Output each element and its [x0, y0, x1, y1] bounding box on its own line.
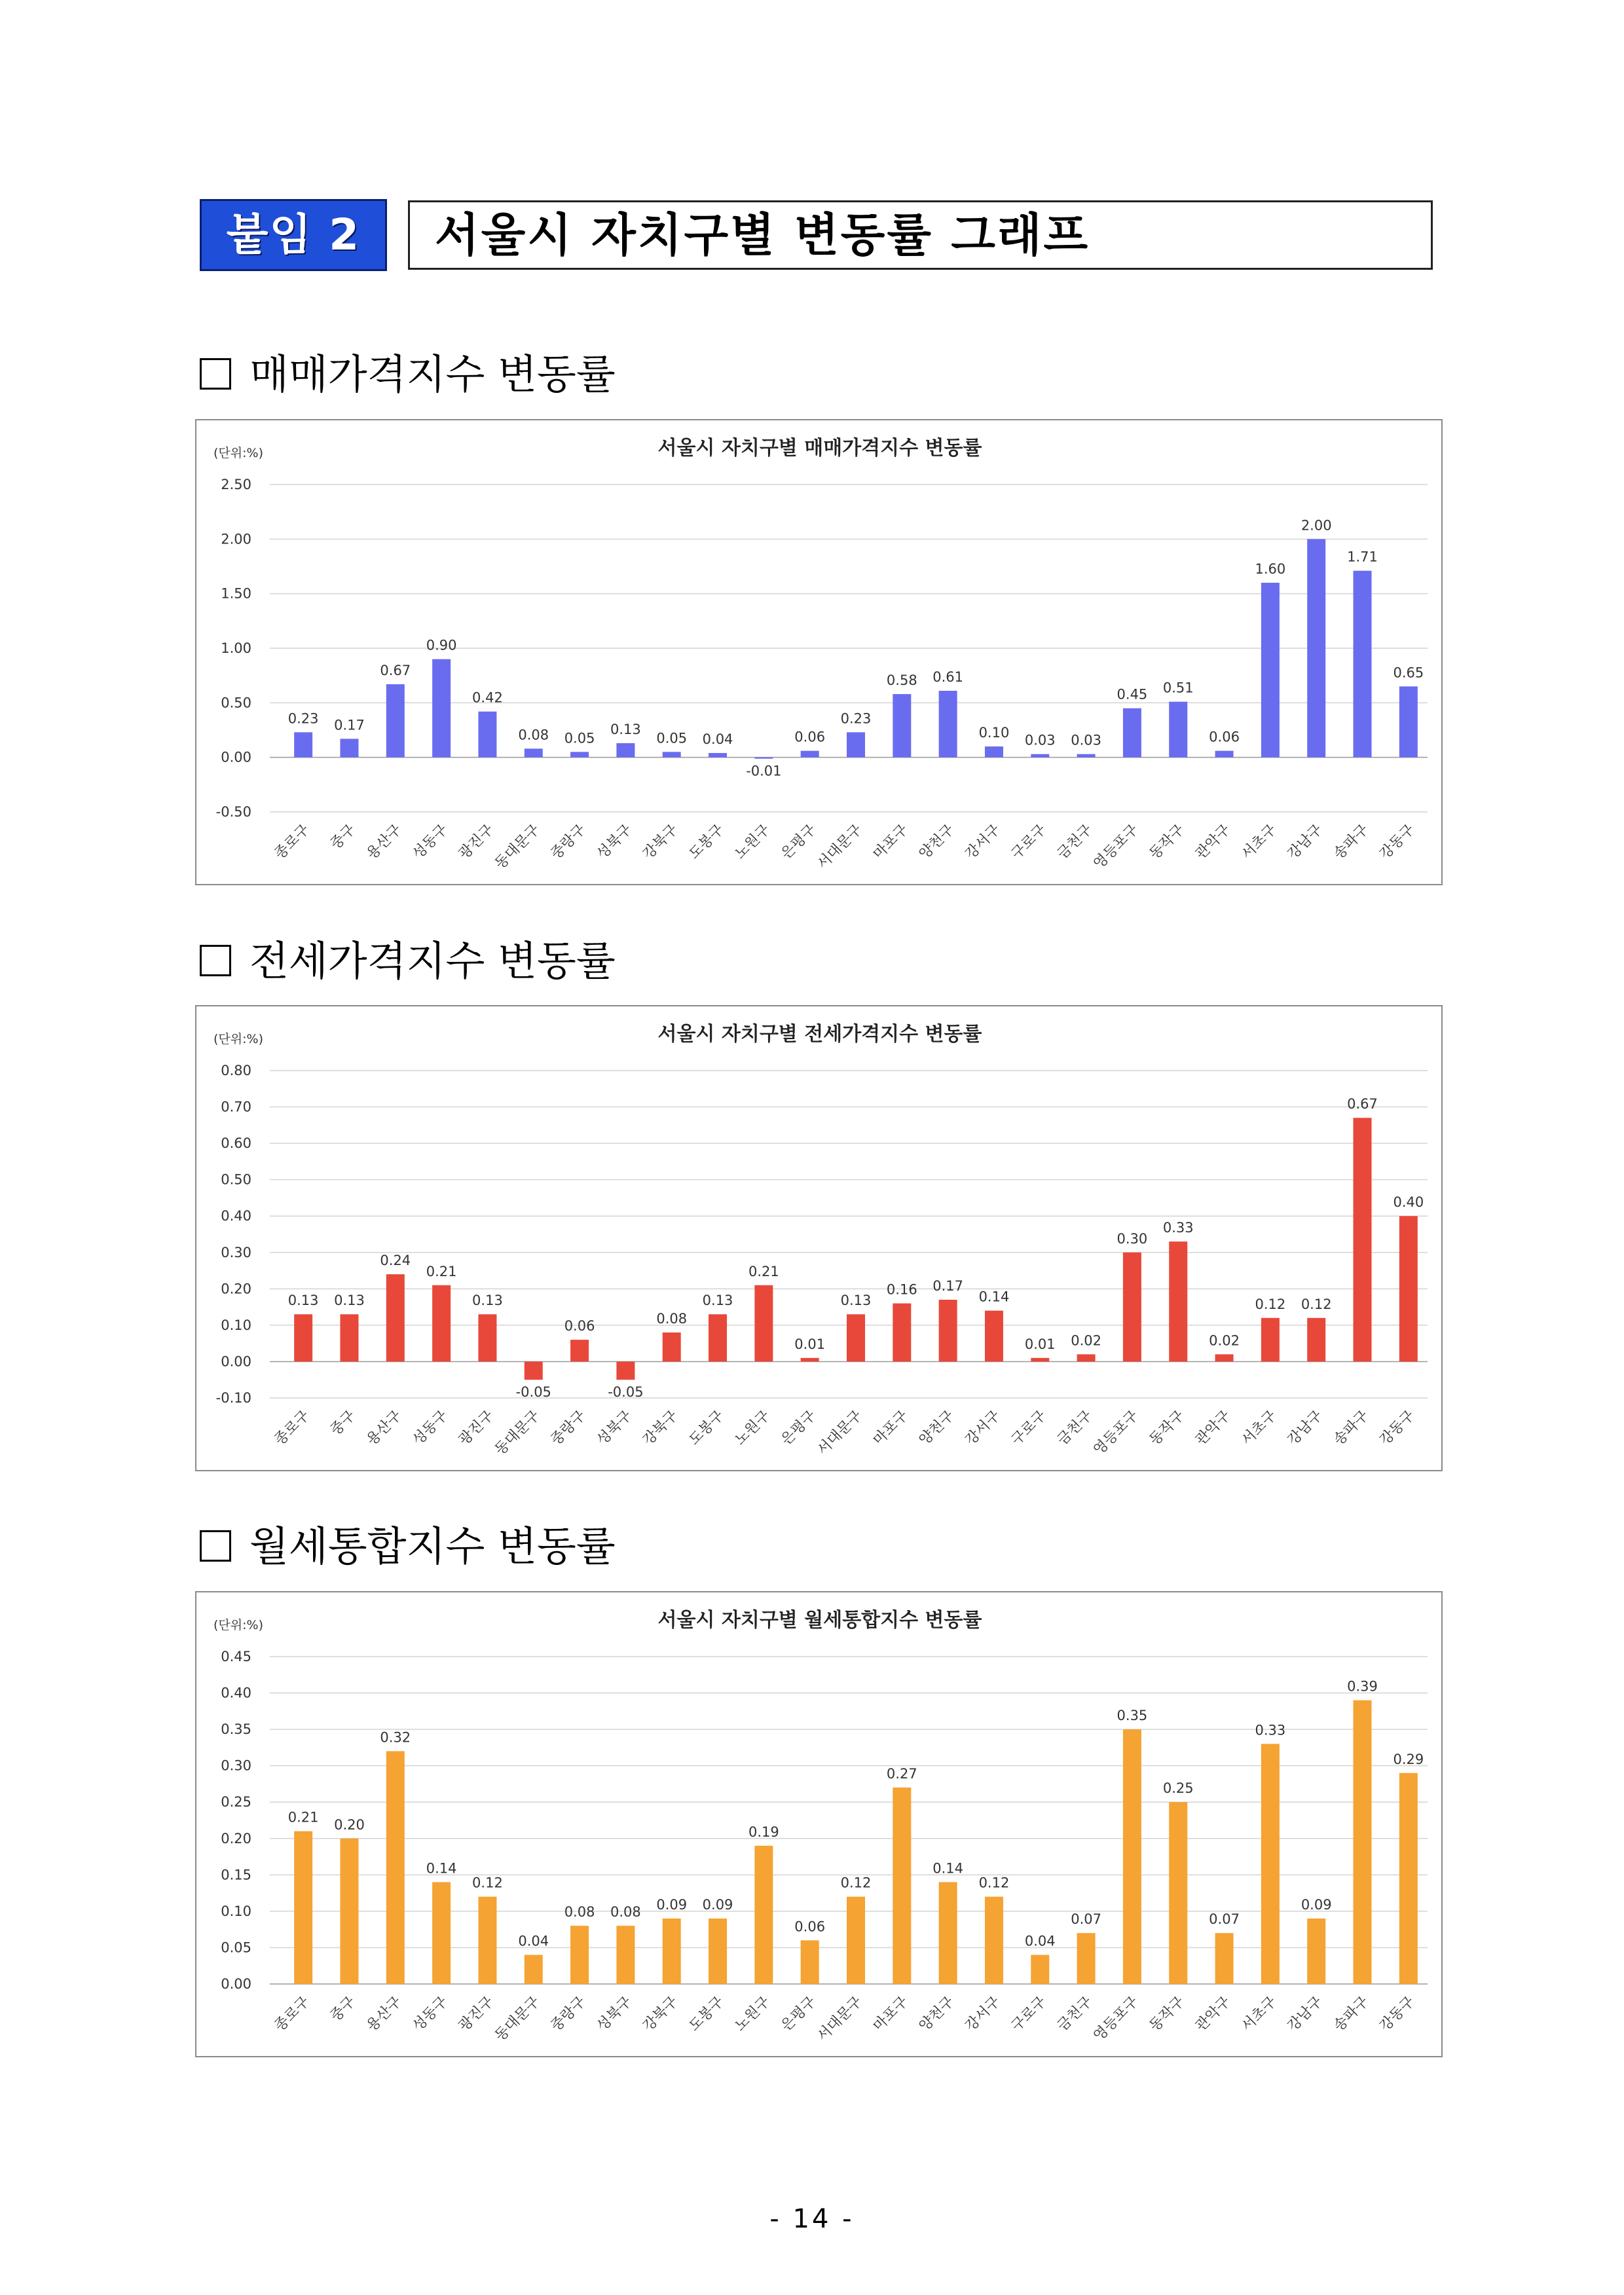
x-tick-label: 양천구	[916, 1993, 957, 2035]
bar	[432, 659, 451, 758]
data-label: 0.23	[840, 710, 872, 727]
section-heading-text: 매매가격지수 변동률	[249, 350, 616, 398]
x-tick-label: 영등포구	[1090, 821, 1142, 873]
data-label: 2.00	[1301, 517, 1332, 534]
y-tick-label: 2.50	[221, 477, 251, 492]
bar	[847, 1897, 865, 1984]
bar	[1123, 708, 1141, 758]
x-tick-label: 강서구	[962, 1407, 1004, 1449]
data-label: -0.05	[608, 1384, 644, 1401]
x-tick-label: 중랑구	[547, 821, 589, 863]
data-label: 0.67	[1347, 1096, 1378, 1112]
x-tick-label: 금천구	[1054, 1407, 1096, 1449]
bar	[847, 1314, 865, 1361]
data-label: 0.14	[932, 1860, 964, 1877]
data-label: 0.08	[610, 1904, 641, 1920]
chart-sale	[196, 420, 1444, 887]
data-label: 0.12	[978, 1875, 1010, 1891]
y-tick-label: -0.10	[215, 1390, 251, 1406]
data-label: 0.14	[978, 1289, 1010, 1305]
bar	[340, 739, 358, 757]
data-label: 0.20	[334, 1816, 365, 1833]
y-tick-label: 0.25	[221, 1794, 251, 1810]
bar	[1261, 1744, 1280, 1984]
bar	[663, 1919, 681, 1984]
chart-unit-label: (단위:%)	[213, 1032, 263, 1046]
x-tick-label: 중랑구	[547, 1993, 589, 2035]
x-tick-label: 도봉구	[686, 821, 728, 863]
bar	[525, 1361, 543, 1380]
x-tick-label: 중구	[327, 821, 359, 853]
x-tick-label: 강서구	[962, 821, 1004, 863]
bar	[570, 752, 589, 757]
chart-monthly	[196, 1592, 1444, 2059]
data-label: 0.12	[472, 1875, 503, 1891]
bar	[801, 1358, 819, 1362]
data-label: 0.40	[1393, 1194, 1424, 1211]
bar	[1031, 1955, 1049, 1984]
bar	[893, 1304, 911, 1362]
x-tick-label: 서대문구	[814, 1407, 866, 1459]
bar	[294, 732, 312, 757]
bar	[616, 743, 635, 758]
x-tick-label: 구로구	[1008, 821, 1050, 863]
x-tick-label: 강북구	[640, 1993, 681, 2035]
section-heading-jeonse	[200, 935, 616, 987]
x-tick-label: 은평구	[778, 1407, 819, 1449]
data-label: 0.08	[518, 727, 549, 743]
data-label: -0.05	[515, 1384, 551, 1401]
y-tick-label: 0.70	[221, 1099, 251, 1115]
data-label: 0.17	[932, 1278, 964, 1294]
bar	[1169, 1802, 1187, 1984]
x-tick-label: 성북구	[593, 1407, 635, 1449]
data-label: 0.23	[287, 710, 319, 727]
bar	[294, 1314, 312, 1361]
y-tick-label: 0.00	[221, 1976, 251, 1992]
bar	[1215, 1933, 1234, 1984]
data-label: 0.13	[472, 1293, 503, 1309]
y-tick-label: 0.30	[221, 1244, 251, 1260]
bar	[1399, 1773, 1418, 1984]
data-label: 0.09	[702, 1897, 733, 1913]
bar	[1215, 1354, 1234, 1361]
chart-monthly-frame	[195, 1591, 1443, 2057]
data-label: 0.08	[656, 1311, 688, 1327]
data-label: 0.04	[518, 1933, 549, 1949]
data-label: 0.29	[1393, 1751, 1424, 1767]
y-tick-label: 0.10	[221, 1317, 251, 1333]
section-heading-text: 월세통합지수 변동률	[249, 1522, 616, 1570]
x-tick-label: 관악구	[1192, 1407, 1234, 1449]
x-tick-label: 강서구	[962, 1993, 1004, 2035]
data-label: 0.06	[794, 1919, 826, 1935]
y-tick-label: 0.30	[221, 1757, 251, 1774]
x-tick-label: 영등포구	[1090, 1407, 1142, 1459]
bar	[386, 1274, 405, 1361]
bar	[1077, 754, 1096, 758]
y-tick-label: 0.20	[221, 1281, 251, 1297]
y-tick-label: -0.50	[215, 804, 251, 820]
bar	[985, 746, 1003, 758]
x-tick-label: 노원구	[731, 1993, 773, 2035]
x-tick-label: 중구	[327, 1993, 359, 2025]
y-tick-label: 1.50	[221, 585, 251, 602]
x-tick-label: 강북구	[640, 821, 681, 863]
x-tick-label: 중구	[327, 1407, 359, 1439]
data-label: 0.21	[287, 1809, 319, 1826]
data-label: 0.13	[702, 1293, 733, 1309]
data-label: 0.51	[1162, 680, 1194, 696]
data-label: 0.21	[426, 1263, 457, 1279]
data-label: 0.02	[1209, 1332, 1240, 1349]
x-tick-label: 송파구	[1330, 1993, 1372, 2035]
data-label: 0.06	[564, 1318, 595, 1334]
bar	[478, 1314, 496, 1361]
data-label: 0.01	[794, 1336, 826, 1352]
attachment-badge: 붙임 2	[200, 199, 387, 271]
bar	[939, 1882, 957, 1984]
data-label: 0.04	[1024, 1933, 1056, 1949]
bar	[801, 751, 819, 758]
bar	[1307, 539, 1325, 757]
data-label: 0.42	[472, 689, 503, 706]
data-label: 0.45	[1116, 686, 1148, 703]
data-label: 0.12	[1255, 1296, 1286, 1312]
y-tick-label: 0.15	[221, 1867, 251, 1883]
x-tick-label: 송파구	[1330, 821, 1372, 863]
y-tick-label: 0.40	[221, 1685, 251, 1701]
x-tick-label: 강남구	[1284, 1407, 1326, 1449]
x-tick-label: 동작구	[1146, 821, 1188, 863]
data-label: 0.04	[702, 731, 733, 747]
bar	[1307, 1318, 1325, 1362]
bar	[1354, 1118, 1372, 1361]
bar	[525, 748, 543, 757]
checkbox-square-icon	[200, 945, 231, 976]
data-label: 0.24	[380, 1253, 411, 1269]
section-heading-monthly	[200, 1520, 616, 1573]
x-tick-label: 성동구	[409, 1993, 451, 2035]
data-label: 0.67	[380, 663, 411, 678]
bar	[525, 1955, 543, 1984]
x-tick-label: 서대문구	[814, 821, 866, 873]
data-label: 0.13	[610, 722, 641, 737]
bar	[1399, 686, 1418, 757]
bar	[709, 753, 727, 758]
x-tick-label: 노원구	[731, 1407, 773, 1449]
x-tick-label: 강북구	[640, 1407, 681, 1449]
y-tick-label: 0.20	[221, 1830, 251, 1846]
bar	[1169, 1241, 1187, 1361]
bar	[1077, 1933, 1096, 1984]
chart-sale-frame	[195, 419, 1443, 885]
bar	[616, 1361, 635, 1380]
y-tick-label: 0.80	[221, 1063, 251, 1078]
x-tick-label: 송파구	[1330, 1407, 1372, 1449]
page-number: - 14 -	[769, 2204, 855, 2234]
data-label: 0.07	[1209, 1911, 1240, 1928]
data-label: 0.90	[426, 637, 457, 653]
data-label: 0.30	[1116, 1230, 1148, 1247]
x-tick-label: 용산구	[363, 821, 405, 863]
y-tick-label: 0.10	[221, 1903, 251, 1919]
x-tick-label: 양천구	[916, 821, 957, 863]
data-label: 0.09	[1301, 1897, 1332, 1913]
bar	[1031, 754, 1049, 758]
bar	[985, 1897, 1003, 1984]
bar	[1215, 751, 1234, 758]
y-tick-label: 0.00	[221, 749, 251, 765]
page-header	[200, 199, 1433, 271]
x-tick-label: 도봉구	[686, 1993, 728, 2035]
data-label: 0.58	[886, 672, 917, 688]
x-tick-label: 서초구	[1238, 821, 1280, 863]
x-tick-label: 성북구	[593, 1993, 635, 2035]
x-tick-label: 은평구	[778, 821, 819, 863]
bar	[1354, 1700, 1372, 1984]
bar	[386, 1751, 405, 1984]
x-tick-label: 관악구	[1192, 1993, 1234, 2035]
y-tick-label: 0.35	[221, 1721, 251, 1738]
x-tick-label: 강동구	[1376, 821, 1418, 863]
x-tick-label: 광진구	[455, 1407, 497, 1449]
bar	[754, 1285, 773, 1362]
chart-unit-label: (단위:%)	[213, 1618, 263, 1632]
data-label: 0.03	[1024, 732, 1056, 748]
bar	[340, 1314, 358, 1361]
bar	[1123, 1729, 1141, 1984]
bar	[570, 1926, 589, 1984]
x-tick-label: 강남구	[1284, 1993, 1326, 2035]
chart-jeonse	[196, 1006, 1444, 1473]
data-label: 0.33	[1162, 1220, 1194, 1236]
bar	[801, 1940, 819, 1984]
y-tick-label: 0.05	[221, 1939, 251, 1956]
y-tick-label: 0.50	[221, 1171, 251, 1188]
x-tick-label: 동작구	[1146, 1407, 1188, 1449]
bar	[754, 1846, 773, 1984]
y-tick-label: 1.00	[221, 640, 251, 656]
data-label: 0.13	[334, 1293, 365, 1309]
data-label: 0.01	[1024, 1336, 1056, 1352]
bar	[847, 732, 865, 757]
data-label: 0.32	[380, 1729, 411, 1746]
chart-jeonse-frame	[195, 1005, 1443, 1471]
y-tick-label: 0.00	[221, 1353, 251, 1370]
chart-unit-label: (단위:%)	[213, 446, 263, 460]
bar	[1123, 1253, 1141, 1362]
bar	[939, 691, 957, 758]
bar	[570, 1340, 589, 1361]
bar	[478, 712, 496, 758]
x-tick-label: 노원구	[731, 821, 773, 863]
x-tick-label: 종로구	[271, 1407, 313, 1449]
data-label: 0.09	[656, 1897, 688, 1913]
data-label: 0.08	[564, 1904, 595, 1920]
data-label: 0.61	[932, 669, 964, 685]
bar	[985, 1311, 1003, 1362]
x-tick-label: 성동구	[409, 1407, 451, 1449]
x-tick-label: 금천구	[1054, 821, 1096, 863]
section-heading-sale	[200, 348, 616, 401]
x-tick-label: 도봉구	[686, 1407, 728, 1449]
data-label: 0.06	[1209, 729, 1240, 745]
data-label: 0.05	[656, 730, 688, 746]
x-tick-label: 강동구	[1376, 1993, 1418, 2035]
bar	[432, 1285, 451, 1362]
x-tick-label: 중랑구	[547, 1407, 589, 1449]
chart-title: 서울시 자치구별 매매가격지수 변동률	[657, 437, 982, 460]
x-tick-label: 서초구	[1238, 1407, 1280, 1449]
bar	[1077, 1354, 1096, 1361]
data-label: 0.16	[886, 1281, 917, 1298]
bar	[939, 1300, 957, 1361]
x-tick-label: 은평구	[778, 1993, 819, 2035]
data-label: -0.01	[746, 763, 782, 779]
data-label: 0.05	[564, 730, 595, 746]
x-tick-label: 서대문구	[814, 1993, 866, 2045]
bar	[616, 1926, 635, 1984]
section-heading-text: 전세가격지수 변동률	[249, 937, 616, 985]
bar	[709, 1314, 727, 1361]
bar	[294, 1831, 312, 1984]
data-label: 0.14	[426, 1860, 457, 1877]
x-tick-label: 용산구	[363, 1993, 405, 2035]
data-label: 1.71	[1347, 549, 1378, 565]
bar	[1399, 1216, 1418, 1361]
y-tick-label: 0.40	[221, 1208, 251, 1224]
data-label: 0.21	[748, 1263, 779, 1279]
x-tick-label: 성동구	[409, 821, 451, 863]
bar	[1354, 571, 1372, 758]
x-tick-label: 동작구	[1146, 1993, 1188, 2035]
x-tick-label: 강동구	[1376, 1407, 1418, 1449]
bar	[432, 1882, 451, 1984]
x-tick-label: 마포구	[870, 1407, 912, 1449]
bar	[663, 1332, 681, 1361]
x-tick-label: 마포구	[870, 1993, 912, 2035]
chart-title: 서울시 자치구별 전세가격지수 변동률	[657, 1023, 982, 1046]
x-tick-label: 서초구	[1238, 1993, 1280, 2035]
x-tick-label: 구로구	[1008, 1407, 1050, 1449]
data-label: 0.12	[1301, 1296, 1332, 1312]
data-label: 0.13	[287, 1293, 319, 1309]
data-label: 0.39	[1347, 1678, 1378, 1695]
x-tick-label: 종로구	[271, 1993, 313, 2035]
bar	[663, 752, 681, 757]
x-tick-label: 관악구	[1192, 821, 1234, 863]
x-tick-label: 강남구	[1284, 821, 1326, 863]
bar	[893, 1788, 911, 1984]
x-tick-label: 금천구	[1054, 1993, 1096, 2035]
x-tick-label: 동대문구	[492, 821, 544, 873]
x-tick-label: 광진구	[455, 1993, 497, 2035]
data-label: 0.19	[748, 1824, 779, 1840]
data-label: 0.07	[1071, 1911, 1101, 1928]
data-label: 0.03	[1071, 732, 1101, 748]
page-title: 서울시 자치구별 변동률 그래프	[408, 200, 1433, 270]
bar	[478, 1897, 496, 1984]
bar	[1307, 1919, 1325, 1984]
y-tick-label: 0.50	[221, 695, 251, 711]
bar	[340, 1839, 358, 1984]
bar	[893, 694, 911, 758]
data-label: 0.65	[1393, 665, 1424, 681]
x-tick-label: 광진구	[455, 821, 497, 863]
y-tick-label: 0.60	[221, 1135, 251, 1152]
x-tick-label: 동대문구	[492, 1993, 544, 2045]
data-label: 0.17	[334, 717, 365, 733]
y-tick-label: 2.00	[221, 531, 251, 547]
x-tick-label: 동대문구	[492, 1407, 544, 1459]
data-label: 0.13	[840, 1293, 872, 1309]
x-tick-label: 구로구	[1008, 1993, 1050, 2035]
data-label: 0.12	[840, 1875, 872, 1891]
bar	[709, 1919, 727, 1984]
data-label: 0.35	[1116, 1708, 1148, 1724]
bar	[1261, 1318, 1280, 1362]
data-label: 0.27	[886, 1766, 917, 1782]
data-label: 0.10	[978, 725, 1010, 741]
bar	[754, 758, 773, 759]
bar	[386, 684, 405, 758]
x-tick-label: 종로구	[271, 821, 313, 863]
chart-title: 서울시 자치구별 월세통합지수 변동률	[657, 1609, 982, 1632]
data-label: 0.25	[1162, 1780, 1194, 1797]
bar	[1261, 583, 1280, 758]
bar	[1031, 1358, 1049, 1362]
checkbox-square-icon	[200, 1530, 231, 1562]
x-tick-label: 영등포구	[1090, 1993, 1142, 2045]
x-tick-label: 마포구	[870, 821, 912, 863]
x-tick-label: 성북구	[593, 821, 635, 863]
data-label: 0.33	[1255, 1722, 1286, 1738]
bar	[1169, 702, 1187, 758]
y-tick-label: 0.45	[221, 1649, 251, 1664]
checkbox-square-icon	[200, 358, 231, 390]
data-label: 0.02	[1071, 1332, 1101, 1349]
data-label: 0.06	[794, 729, 826, 745]
x-tick-label: 양천구	[916, 1407, 957, 1449]
data-label: 1.60	[1255, 561, 1286, 577]
x-tick-label: 용산구	[363, 1407, 405, 1449]
